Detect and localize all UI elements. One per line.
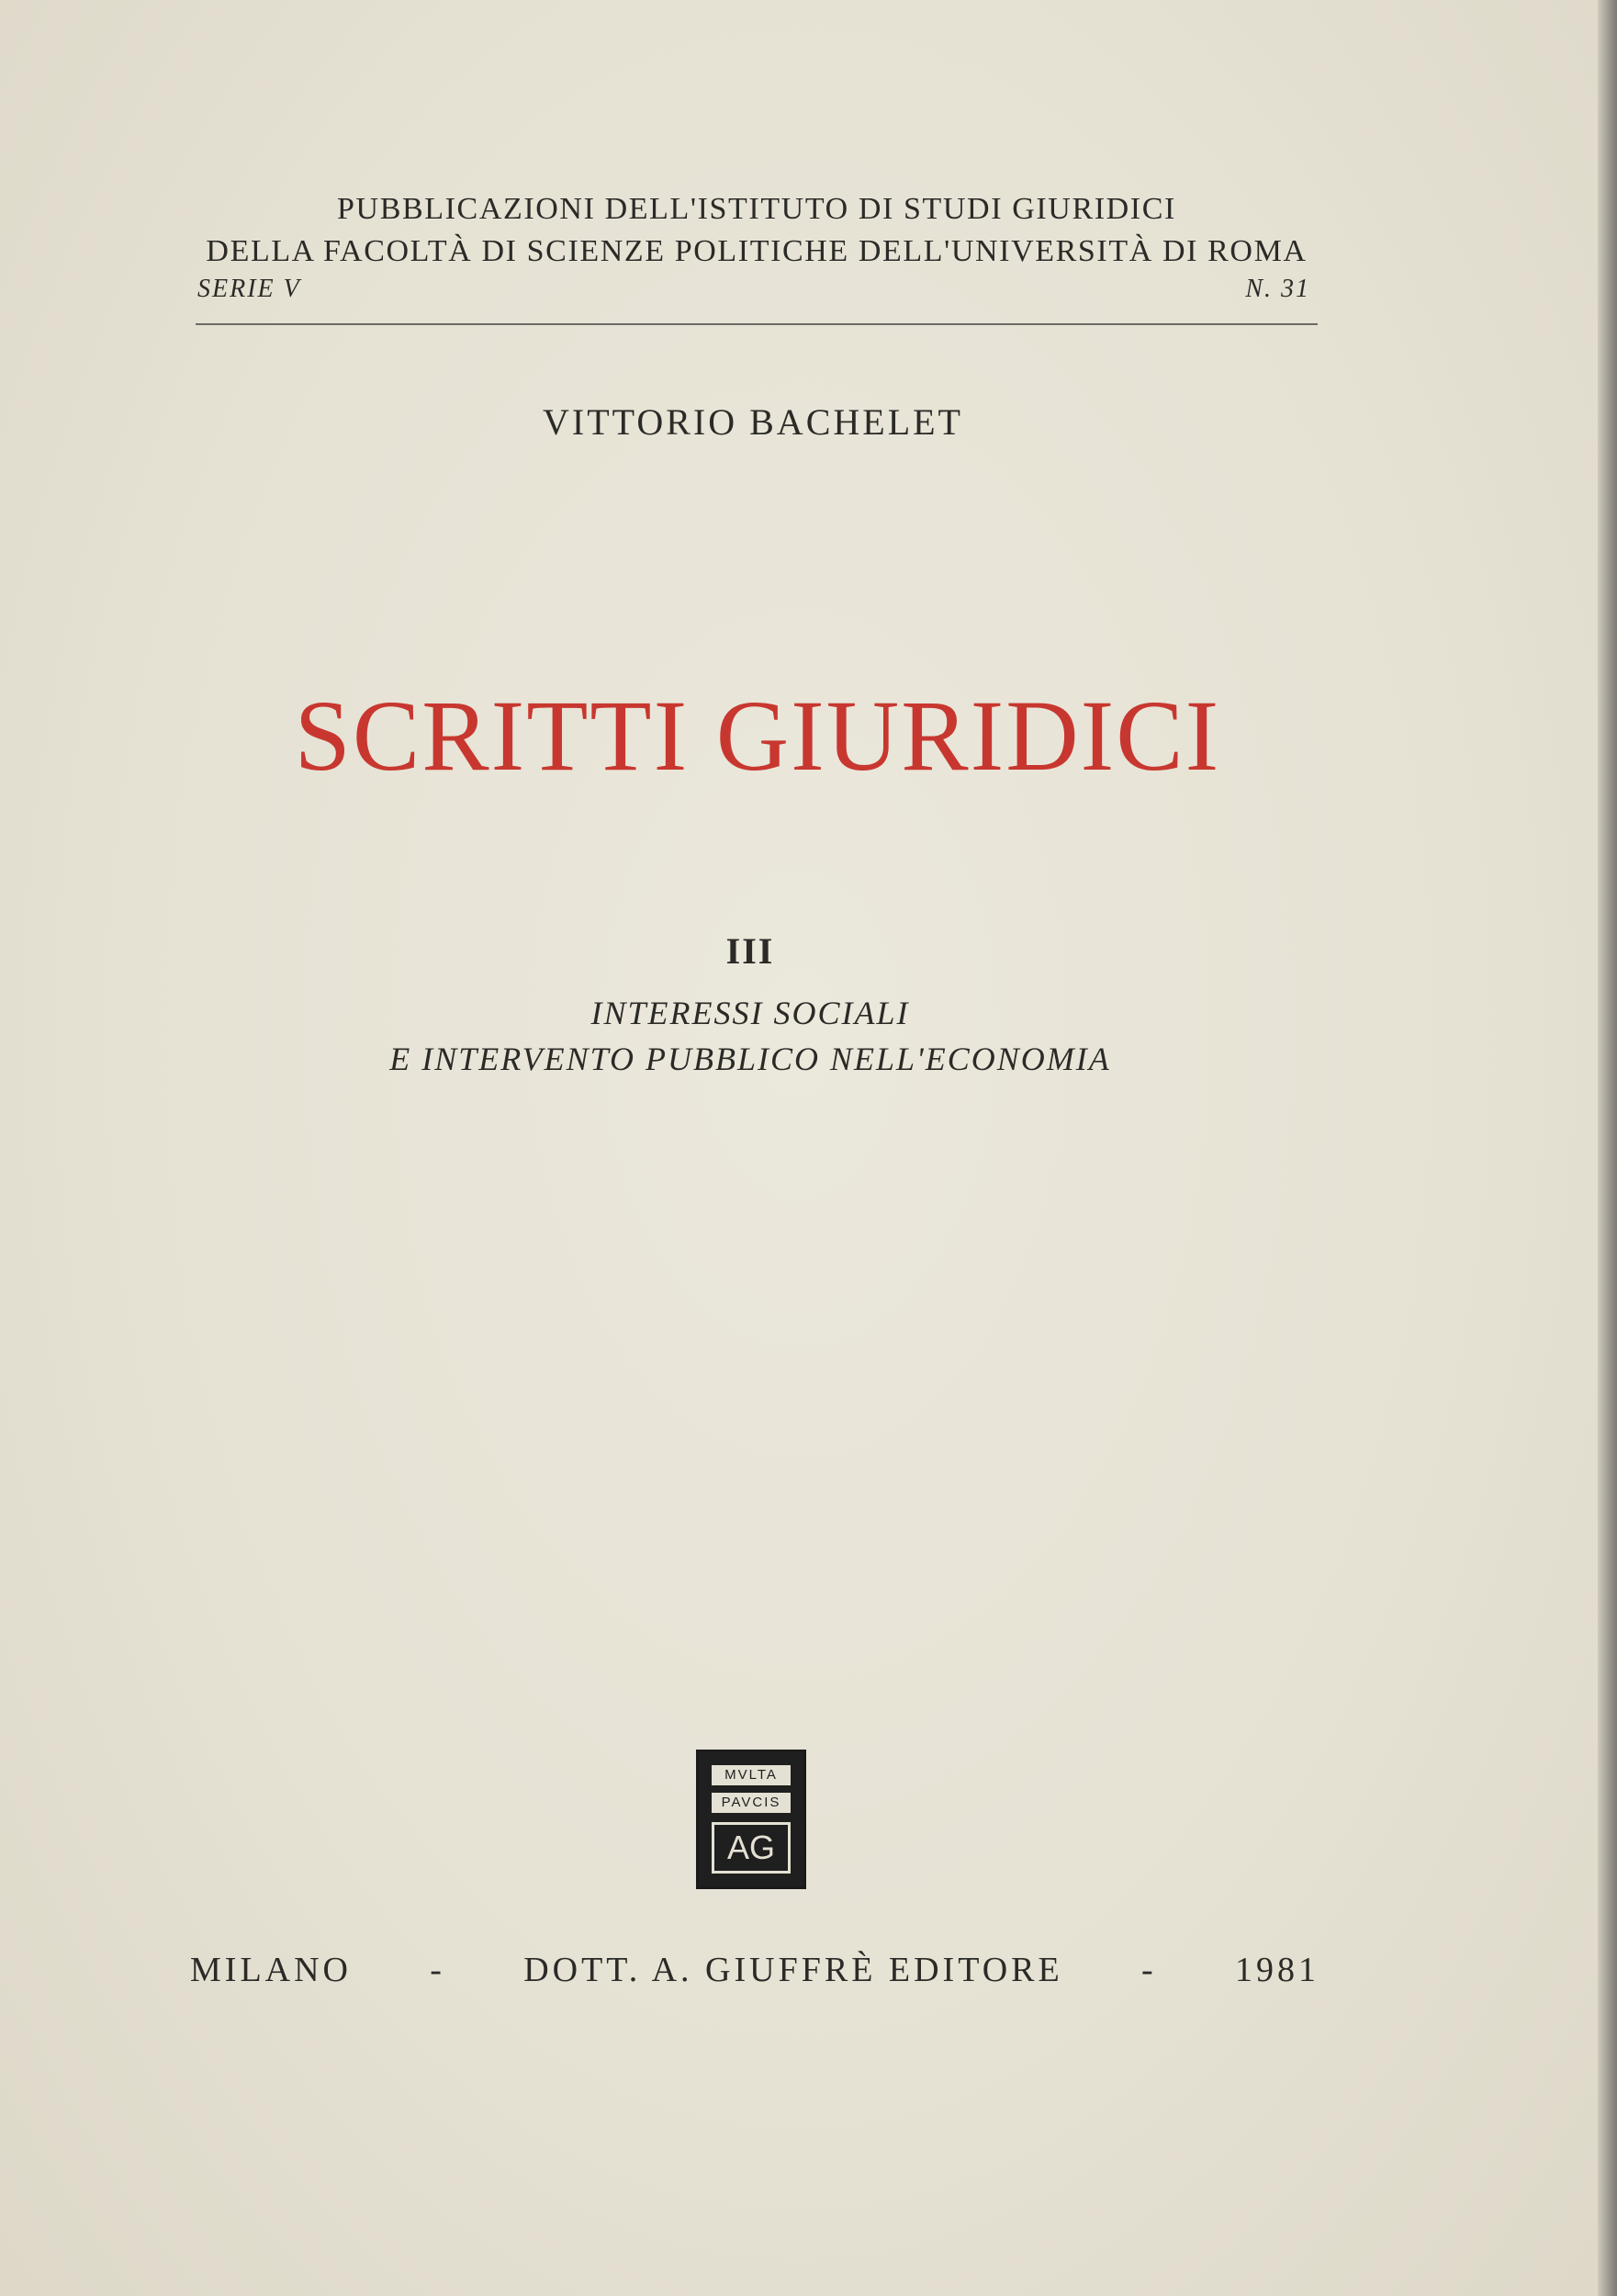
imprint-city: MILANO	[190, 1951, 352, 1989]
series-number: N. 31	[1245, 275, 1310, 303]
subtitle-line-2: E INTERVENTO PUBBLICO NELL'ECONOMIA	[389, 1041, 1111, 1077]
series-meta	[196, 273, 1318, 310]
imprint-separator-1: -	[430, 1951, 445, 1989]
series-header	[196, 188, 1318, 310]
volume-number: III	[725, 930, 775, 972]
series-line-2: DELLA FACOLTÀ DI SCIENZE POLITICHE DELL'UNIVERSITÀ DI ROMA	[206, 234, 1308, 268]
series-line-1: PUBBLICAZIONI DELL'ISTITUTO DI STUDI GIURIDICI	[337, 192, 1176, 226]
header-rule	[196, 323, 1318, 325]
imprint-year: 1981	[1234, 1951, 1319, 1989]
imprint-separator-2: -	[1141, 1951, 1157, 1989]
logo-initials: AG	[712, 1822, 791, 1874]
logo-motto-2: PAVCIS	[712, 1793, 791, 1813]
cover-edge-shadow	[1598, 0, 1617, 2296]
series-label: SERIE V	[197, 275, 301, 303]
logo-motto-1: MVLTA	[712, 1765, 791, 1785]
author-name: VITTORIO BACHELET	[543, 401, 963, 443]
publisher-logo	[696, 1750, 806, 1889]
imprint-publisher: DOTT. A. GIUFFRÈ EDITORE	[523, 1951, 1063, 1989]
publisher-imprint	[190, 1950, 1319, 1990]
book-title: SCRITTI GIURIDICI	[294, 680, 1221, 792]
subtitle-line-1: INTERESSI SOCIALI	[590, 995, 910, 1031]
volume-subtitle	[0, 990, 1500, 1082]
author-name-row	[0, 400, 1598, 444]
